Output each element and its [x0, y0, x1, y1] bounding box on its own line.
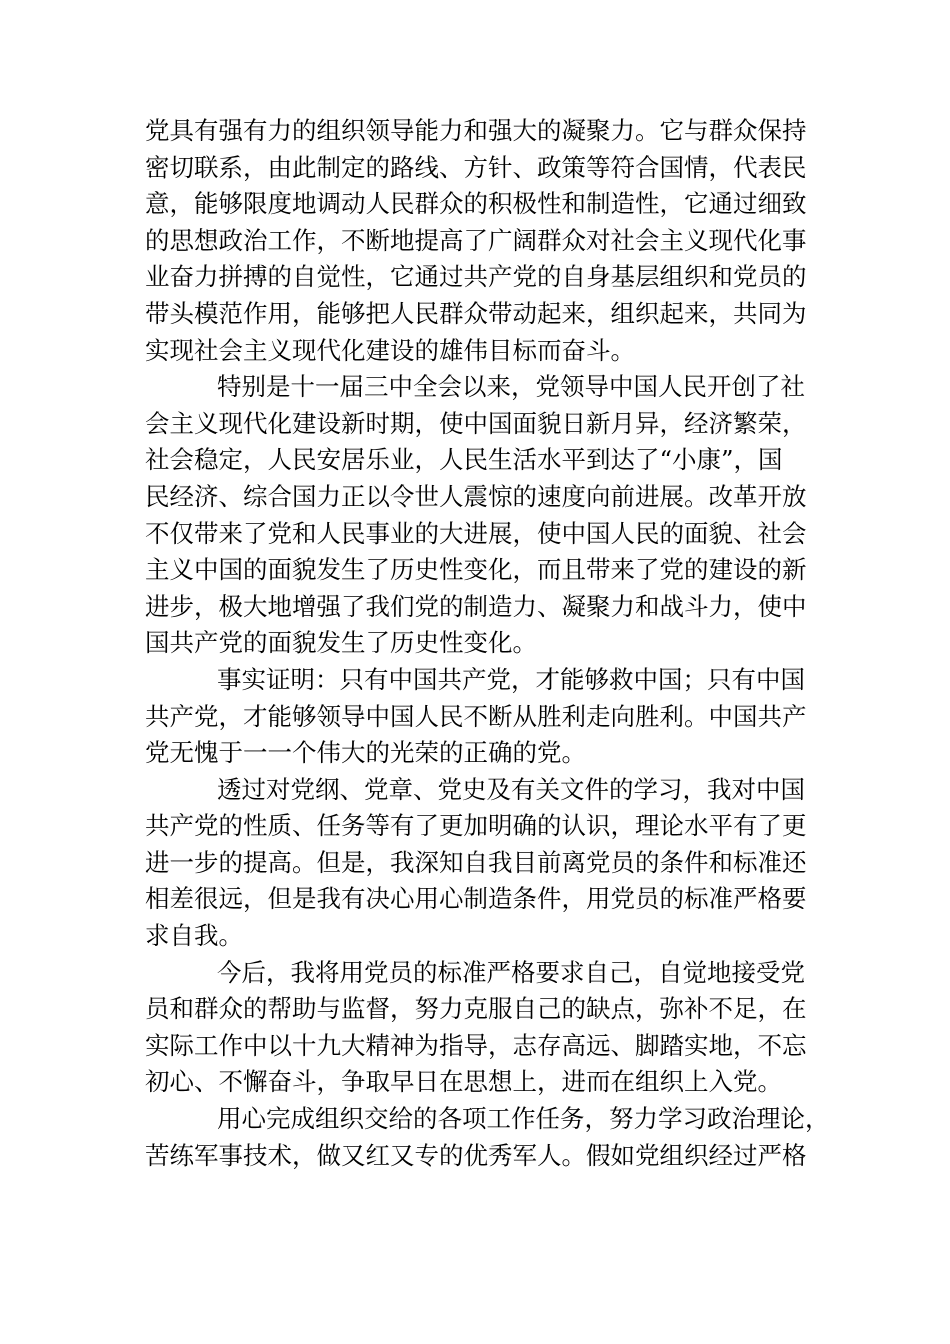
text-line: 事实证明：只有中国共产党，才能够救中国；只有中国 — [217, 664, 805, 694]
text-line: 今后，我将用党员的标准严格要求自己，自觉地接受党 — [217, 957, 805, 987]
text-line: 特别是十一届三中全会以来，党领导中国人民开创了社 — [217, 372, 805, 402]
text-line: 进步，极大地增强了我们党的制造力、凝聚力和战斗力，使中 — [145, 591, 807, 621]
text-line: 实现社会主义现代化建设的雄伟目标而奋斗。 — [145, 335, 635, 365]
text-line: 初心、不懈奋斗，争取早日在思想上，进而在组织上入党。 — [145, 1067, 782, 1097]
body-text — [145, 113, 830, 1174]
text-line: 实际工作中以十九大精神为指导，志存高远、脚踏实地，不忘 — [145, 1030, 807, 1060]
text-line: 的思想政治工作，不断地提高了广阔群众对社会主义现代化事 — [145, 225, 807, 255]
text-line: 共产党的性质、任务等有了更加明确的认识，理论水平有了更 — [145, 811, 807, 841]
text-line: 业奋力拼搏的自觉性，它通过共产党的自身基层组织和党员的 — [145, 262, 807, 292]
text-line: 主义中国的面貌发生了历史性变化，而且带来了党的建设的新 — [145, 555, 807, 585]
text-line: 不仅带来了党和人民事业的大进展，使中国人民的面貌、社会 — [145, 518, 807, 548]
text-line: 相差很远，但是我有决心用心制造条件，用党员的标准严格要 — [145, 884, 807, 914]
text-line: 民经济、综合国力正以令世人震惊的速度向前进展。改革开放 — [145, 481, 807, 511]
text-line: 密切联系，由此制定的路线、方针、政策等符合国情，代表民 — [145, 152, 807, 182]
text-line: 党无愧于一一个伟大的光荣的正确的党。 — [145, 738, 586, 768]
text-line: 求自我。 — [145, 921, 243, 951]
text-line: 进一步的提高。但是，我深知自我目前离党员的条件和标准还 — [145, 847, 807, 877]
text-line: 意，能够限度地调动人民群众的积极性和制造性，它通过细致 — [145, 189, 807, 219]
text-line: 共产党，才能够领导中国人民不断从胜利走向胜利。中国共产 — [145, 701, 807, 731]
text-line: 带头模范作用，能够把人民群众带动起来，组织起来，共同为 — [145, 298, 807, 328]
text-line: 用心完成组织交给的各项工作任务，努力学习政治理论， — [217, 1104, 830, 1134]
text-line: 社会稳定，人民安居乐业，人民生活水平到达了“小康”，国 — [145, 445, 783, 475]
text-line: 党具有强有力的组织领导能力和强大的凝聚力。它与群众保持 — [145, 116, 807, 145]
text-line: 透过对党纲、党章、党史及有关文件的学习，我对中国 — [217, 774, 805, 804]
text-line: 会主义现代化建设新时期，使中国面貌日新月异，经济繁荣， — [145, 408, 807, 438]
text-line: 苦练军事技术，做又红又专的优秀军人。假如党组织经过严格 — [145, 1140, 807, 1170]
text-line: 国共产党的面貌发生了历史性变化。 — [145, 628, 537, 658]
text-line: 员和群众的帮助与监督，努力克服自己的缺点，弥补不足，在 — [145, 994, 807, 1024]
